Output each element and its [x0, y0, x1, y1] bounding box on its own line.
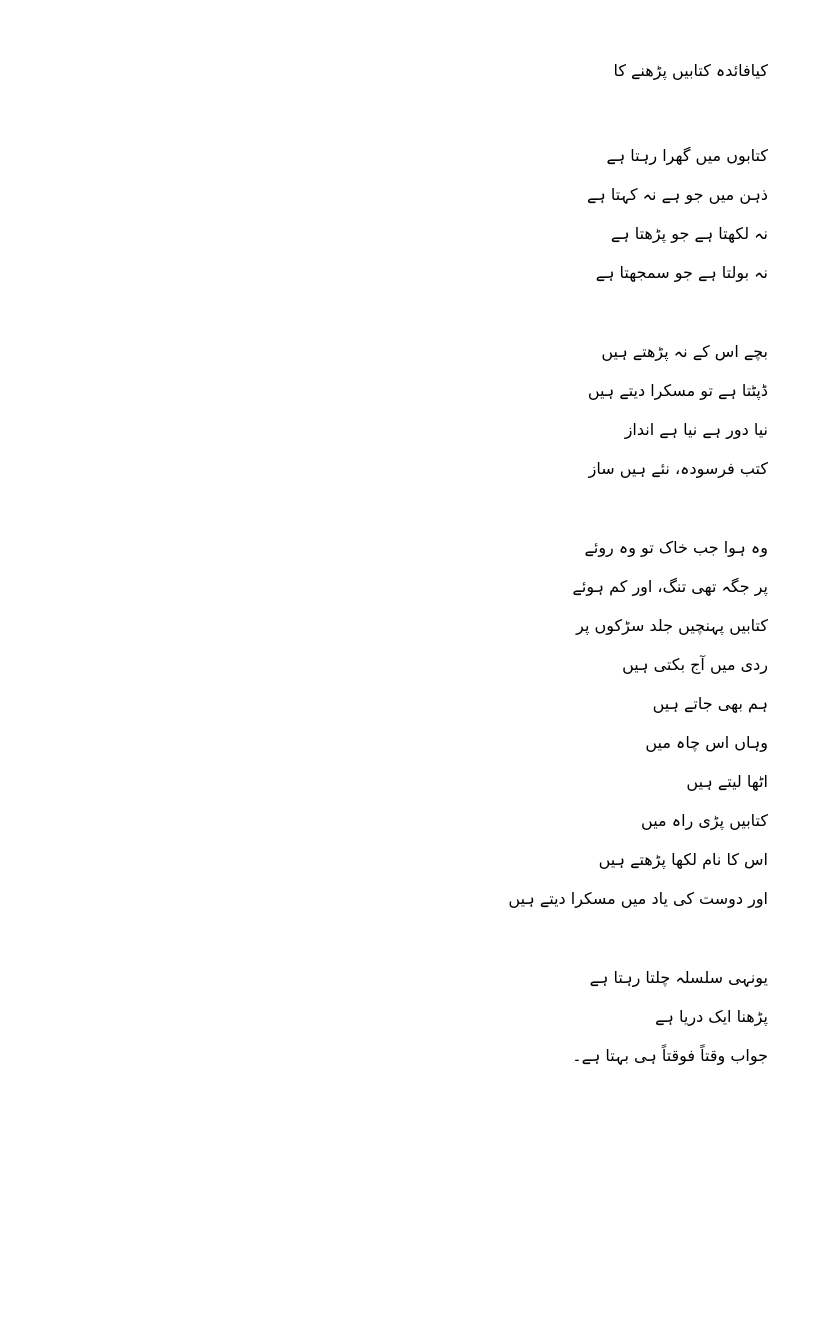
poem-line: نیا دور ہے نیا ہے انداز	[624, 420, 768, 439]
poem-line: جواب وقتاً فوقتاً ہی بہتا ہے۔	[572, 1046, 768, 1065]
poem-line: پر جگہ تھی تنگ، اور کم ہوئے	[572, 577, 768, 596]
poem-line: کتابوں میں گھرا رہتا ہے	[606, 146, 768, 165]
stanza-1	[208, 136, 768, 292]
poem-line: اٹھا لیتے ہیں	[686, 772, 768, 791]
poem-line: وہ ہوا جب خاک تو وہ روئے	[584, 538, 768, 557]
poem-line: اور دوست کی یاد میں مسکرا دیتے ہیں	[508, 889, 768, 908]
poem-title: کیافائدہ کتابیں پڑھنے کا	[613, 61, 768, 80]
poem-line: ڈپٹتا ہے تو مسکرا دیتے ہیں	[587, 381, 768, 400]
stanza-2	[208, 332, 768, 488]
poem	[208, 56, 768, 1115]
poem-line: ردی میں آج بکتی ہیں	[622, 655, 768, 674]
poem-line: یونہی سلسلہ چلتا رہتا ہے	[589, 968, 768, 987]
poem-line: ذہن میں جو ہے نہ کہتا ہے	[587, 185, 768, 204]
poem-line: ہم بھی جاتے ہیں	[652, 694, 768, 713]
poem-line: نہ لکھتا ہے جو پڑھتا ہے	[610, 224, 768, 243]
poem-line: کتب فرسودہ، نئے ہیں ساز	[588, 459, 768, 478]
poem-line: کتابیں پہنچیں جلد سڑکوں پر	[576, 616, 768, 635]
poem-line: نہ بولتا ہے جو سمجھتا ہے	[595, 263, 768, 282]
poem-line: کتابیں پڑی راہ میں	[641, 811, 768, 830]
poem-line: اس کا نام لکھا پڑھتے ہیں	[598, 850, 768, 869]
poem-line: پڑھنا ایک دریا ہے	[655, 1007, 768, 1026]
poem-line: وہاں اس چاہ میں	[645, 733, 768, 752]
stanza-4	[208, 958, 768, 1075]
poem-line: بچے اس کے نہ پڑھتے ہیں	[601, 342, 768, 361]
stanza-3	[208, 528, 768, 918]
